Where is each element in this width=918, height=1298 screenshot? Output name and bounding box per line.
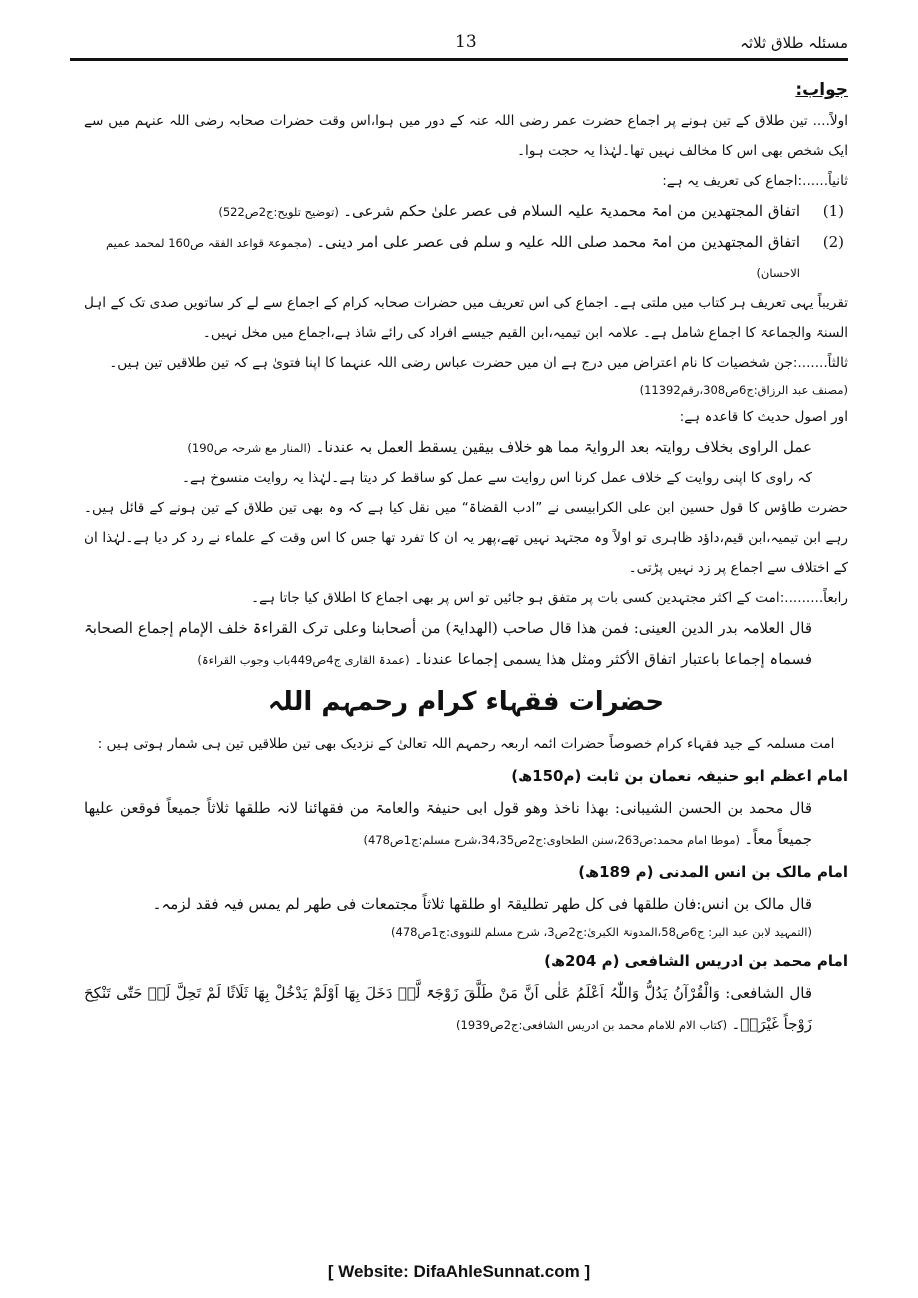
- definition-2-number: (2): [822, 233, 844, 251]
- imam-abu-hanifa-heading: امام اعظم ابو حنیفہ نعمان بن ثابت (م150ھ): [511, 767, 848, 785]
- definition-1-number: (1): [822, 202, 844, 220]
- website-footer: [ Website: DifaAhleSunnat.com ]: [327, 1262, 591, 1281]
- imam-malik-quote: [84, 889, 848, 920]
- aini-quote-text: قال العلامہ بدر الدین العینی: فمن ھذا قال صاحب (الھدایۃ) من أصحابنا وعلی ترک القراءۃ خلف الإمام إجماع الصحابۃ فسماہ إجماعا باعتبار اتفاق الأکثر ومثل ھذا یسمی إجماعا عندنا۔: [84, 619, 812, 668]
- page-number: 13: [455, 32, 477, 52]
- imam-malik-heading: امام مالک بن انس المدنی (م 189ھ): [578, 863, 848, 881]
- arabic-quote-aini: [84, 613, 848, 675]
- page-header: [70, 28, 848, 58]
- page-body: [84, 74, 848, 1040]
- abu-hanifa-quote-text: قال محمد بن الحسن الشیبانی: بھذا ناخذ وھو قول ابی حنیفۃ والعامۃ من فقھائنا لانہ طلقھا ثلاثاً جمیعاً فوقعن علیھا جمیعاً معاً۔: [84, 799, 812, 848]
- paragraph-fourth-reference: (مصنف عبد الرزاق:ج6ص308،رقم11392): [639, 383, 848, 397]
- header-rule: [70, 58, 848, 61]
- imam-shafii-heading: امام محمد بن ادریس الشافعی (م 204ھ): [544, 952, 848, 970]
- shafii-quote-reference: (کتاب الام للامام محمد بن ادریس الشافعی:ج2ص1939): [456, 1018, 728, 1032]
- running-title: مسئلہ طلاق ثلاثہ: [740, 34, 848, 52]
- arabic-quote-rule: [84, 432, 848, 463]
- definition-2-text: اتفاق المجتھدین من امۃ محمد صلی اللہ علیہ و سلم فی عصر علی امر دینی۔: [316, 233, 800, 251]
- malik-quote-text: قال مالک بن انس:فان طلقھا فی کل طھر تطلیقۃ او طلقھا ثلاثاً مجتمعات فی طھر لم یمس فیہ فقد لزمہ۔: [152, 895, 812, 913]
- imam-abu-hanifa-quote: [84, 793, 848, 855]
- definition-1-reference: (توضیح تلویح:ج2ص522): [218, 205, 339, 219]
- paragraph-seventh: کہ راوی کا اپنی روایت کے خلاف عمل کرنا اس روایت سے عمل کو ساقط کر دیتا ہے۔لہٰذا یہ روایت منسوخ ہے۔: [182, 470, 812, 486]
- section-title: حضرات فقہاء کرام رحمہم اللہ: [267, 687, 665, 717]
- paragraph-fifth: اور اصول حدیث کا قاعدہ ہے:: [679, 409, 848, 425]
- definition-2: [84, 227, 848, 288]
- shafii-quote-text: قال الشافعی: وَالْقُرْآنُ یَدُلُّ وَاللّٰہُ اَعْلَمُ عَلٰی اَنَّ مَنْ طَلَّقَ زَوْجَۃً لَّہٗ دَخَلَ بِھَا اَوْلَمْ یَدْخُلْ بِھَا ثَلَاثًا لَمْ تَحِلَّ لَہٗ حَتّٰی تَنْکِحَ زَوْجاً غَیْرَہٗ۔: [84, 984, 812, 1033]
- imam-shafii-quote: [84, 978, 848, 1040]
- definition-2-reference: (مجموعۃ قواعد الفقہ ص160 لمحمد عمیم الاحسان): [106, 236, 800, 280]
- paragraph-third: تقریباً یہی تعریف ہر کتاب میں ملتی ہے۔ اجماع کی اس تعریف میں حضرات صحابہ کرام کے اجماع سے لے کر ساتویں صدی تک کے اہل السنۃ والجماعۃ کا اجماع شامل ہے۔ علامہ ابن تیمیہ،ابن القیم جیسے افراد کی رائے شاذ ہے،اجماع میں مخل نہیں۔: [84, 295, 848, 341]
- paragraph-second: ثانیاً......:اجماع کی تعریف یہ ہے:: [662, 173, 848, 189]
- paragraph-first: اولاً.... تین طلاق کے تین ہونے پر اجماع حضرت عمر رضی اللہ عنہ کے دور میں ہوا،اس وقت حضرات صحابہ رضی اللہ عنہم میں سے ایک شخص بھی اس کا مخالف نہیں تھا۔لہٰذا یہ حجت ہوا۔: [84, 113, 848, 159]
- section-intro: امت مسلمہ کے جید فقہاء کرام خصوصاً حضرات ائمہ اربعہ رحمہم اللہ تعالیٰ کے نزدیک بھی تین طلاقیں تین ہی شمار ہوتی ہیں :: [97, 736, 835, 752]
- arabic-rule-reference: (المنار مع شرحہ ص190): [187, 441, 312, 455]
- paragraph-fourth: ثالثاً.......:جن شخصیات کا نام اعتراض میں درج ہے ان میں حضرت عباس رضی اللہ عنہما کا اپنا فتویٰ ہے کہ تین طلاقیں تین ہیں۔: [109, 355, 848, 371]
- definition-1-text: اتفاق المجتھدین من امۃ محمدیۃ علیہ السلام فی عصر علیٰ حکم شرعی۔: [343, 202, 800, 220]
- imam-malik-reference: (التمہید لابن عبد البر: ج6ص58،المدونۃ الکبریٰ:ج2ص3، شرح مسلم للنووی:ج1ص478): [391, 925, 812, 939]
- paragraph-eighth: حضرت طاؤس کا قول حسین ابن علی الکرابیسی نے ”ادب القضاۃ“ میں نقل کیا ہے کہ وہ بھی تین طلاق کے تین ہونے کے قائل ہیں۔ رہے ابن تیمیہ،ابن قیم،داؤد ظاہری تو اولاً وہ مجتہد نہیں تھے،پھر یہ ان کا تفرد تھا جس کا اس وقت کے علماء نے رد کر دیا ہے۔لہٰذا ان کے اختلاف سے اجماع پر زد نہیں پڑتی۔: [84, 500, 848, 576]
- answer-heading: جواب:: [795, 80, 848, 100]
- aini-quote-reference: (عمدۃ القاری ج4ص449باب وجوب القراءۃ): [197, 653, 410, 667]
- abu-hanifa-quote-reference: (موطا امام محمد:ص263،سنن الطحاوی:ج2ص34،35،شرح مسلم:ج1ص478): [363, 833, 740, 847]
- arabic-rule-text: عمل الراوی بخلاف روایتہ بعد الروایۃ مما ھو خلاف بیقین یسقط العمل بہ عندنا۔: [315, 438, 812, 456]
- paragraph-ninth: رابعاً.........:امت کے اکثر مجتہدین کسی بات پر متفق ہو جائیں تو اس پر بھی اجماع کا اطلاق کیا جاتا ہے۔: [251, 590, 848, 606]
- definition-1: [84, 196, 848, 227]
